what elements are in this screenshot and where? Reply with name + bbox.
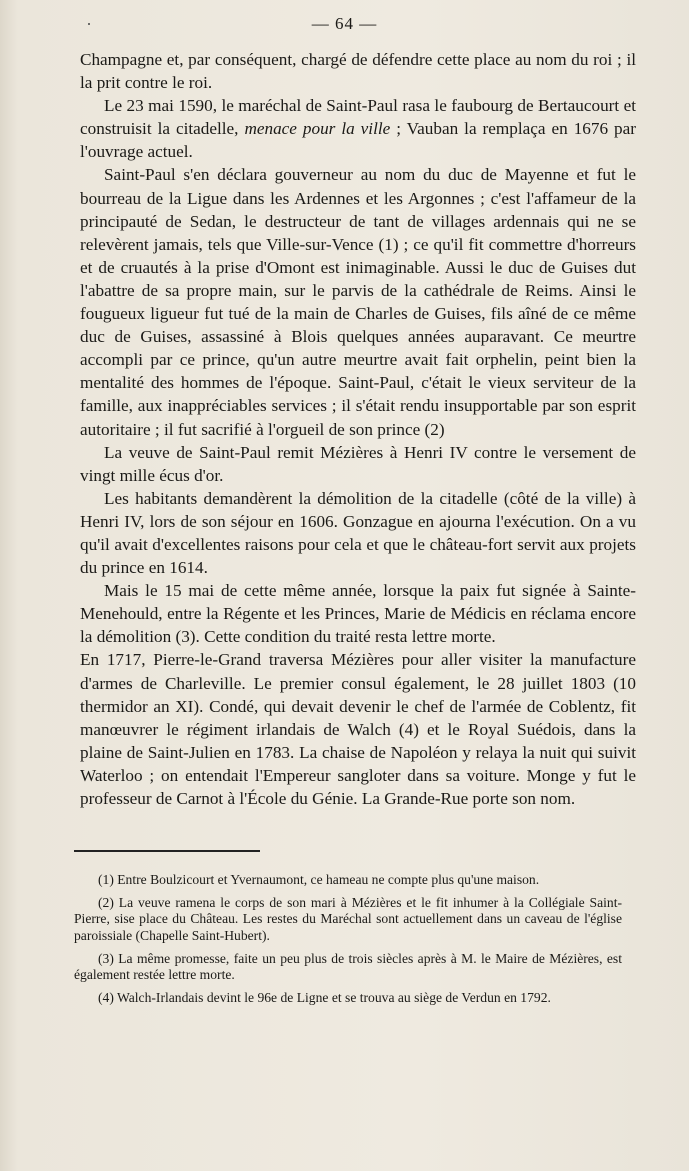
paragraph-2 [80,94,636,163]
footnote-rule [74,850,260,852]
page-number: — 64 — [311,14,378,33]
paragraph-2-text: Le 23 mai 1590, le maréchal de Saint-Paul rasa le faubourg de Bertaucourt et construisit la citadelle, [80,96,636,139]
footnote-3: (3) La même promesse, faite un peu plus de trois siècles après à M. le Maire de Mézières, est également restée lettre morte. [74,950,622,983]
footnote-4: (4) Walch-Irlandais devint le 96e de Ligne et se trouva au siège de Verdun en 1792. [98,990,551,1006]
paragraph-5: Les habitants demandèrent la démolition de la citadelle (côté de la ville) à Henri IV, lors de son séjour en 1606. Gonzague en ajourna l'exécution. On a vu qu'il avait d'excellentes raisons pour cela et que le château-fort servit aux projets du prince en 1614. [80,488,636,578]
footnotes [74,872,622,1013]
paragraph-2-tail: ; Vauban la remplaça en 1676 par l'ouvrage actuel. [80,119,636,162]
paragraph-3: Saint-Paul s'en déclara gouverneur au nom du duc de Mayenne et fut le bourreau de la Ligue dans les Ardennes et les Argonnes ; c'est l'affameur de la principauté de Sedan, le destructeur de tant de villages ardennais qui ne se relevèrent jamais, tels que Ville-sur-Vence (1) ; ce qu'il fit commettre d'horreurs et de cruautés à la prise d'Omont est inimaginable. Aussi le duc de Guises dut l'abattre de sa propre main, sur le parvis de la cathédrale de Reims. Ainsi le fougueux ligueur fut tué de la main de Charles de Guises, fils aîné de ce même duc de Guises, assassiné à Blois quelques années auparavant. Ce meurtre accompli par ce prince, qu'un autre meurtre avait fait orphelin, peint bien la mentalité des hommes de l'époque. Saint-Paul, c'était le vieux serviteur de la famille, aux inappréciables services ; il s'était rendu insupportable par son esprit autoritaire ; il fut sacrifié à l'orgueil de son prince (2) [80,165,636,439]
paragraph-7: En 1717, Pierre-le-Grand traversa Mézières pour aller visiter la manufacture d'armes de Charleville. Le premier consul également, le 28 juillet 1803 (10 thermidor an XI). Condé, qui devait devenir le chef de l'armée de Coblentz, fit manœuvrer le régiment irlandais de Walch (4) et le Royal Suédois, dans la plaine de Saint-Julien en 1783. La chaise de Napoléon y relaya la nuit qui suivit Waterloo ; on entendait l'Empereur sangloter dans sa voiture. Monge y fut le professeur de Carnot à l'École du Génie. La Grande-Rue porte son nom. [80,650,636,808]
paragraph-1: Champagne et, par conséquent, chargé de défendre cette place au nom du roi ; il la prit contre le roi. [80,50,636,93]
footnote-1: (1) Entre Boulzicourt et Yvernaumont, ce hameau ne compte plus qu'une maison. [98,872,540,887]
footnote-2: (2) La veuve ramena le corps de son mari à Mézières et le fit inhumer à la Collégiale Saint-Pierre, sise place du Château. Les restes du Maréchal sont actuellement dans un caveau de l'église paroissiale (Chapelle Saint-Hubert). [74,895,622,943]
paragraph-6: Mais le 15 mai de cette même année, lorsque la paix fut signée à Sainte-Menehould, entre la Régente et les Princes, Marie de Médicis en réclama encore la démolition (3). Cette condition du traité resta lettre morte. [80,581,636,647]
body-text [80,48,636,810]
paragraph-4: La veuve de Saint-Paul remit Mézières à Henri IV contre le versement de vingt mille écus d'or. [80,442,636,485]
paragraph-2-italic: menace pour la ville [244,119,391,139]
